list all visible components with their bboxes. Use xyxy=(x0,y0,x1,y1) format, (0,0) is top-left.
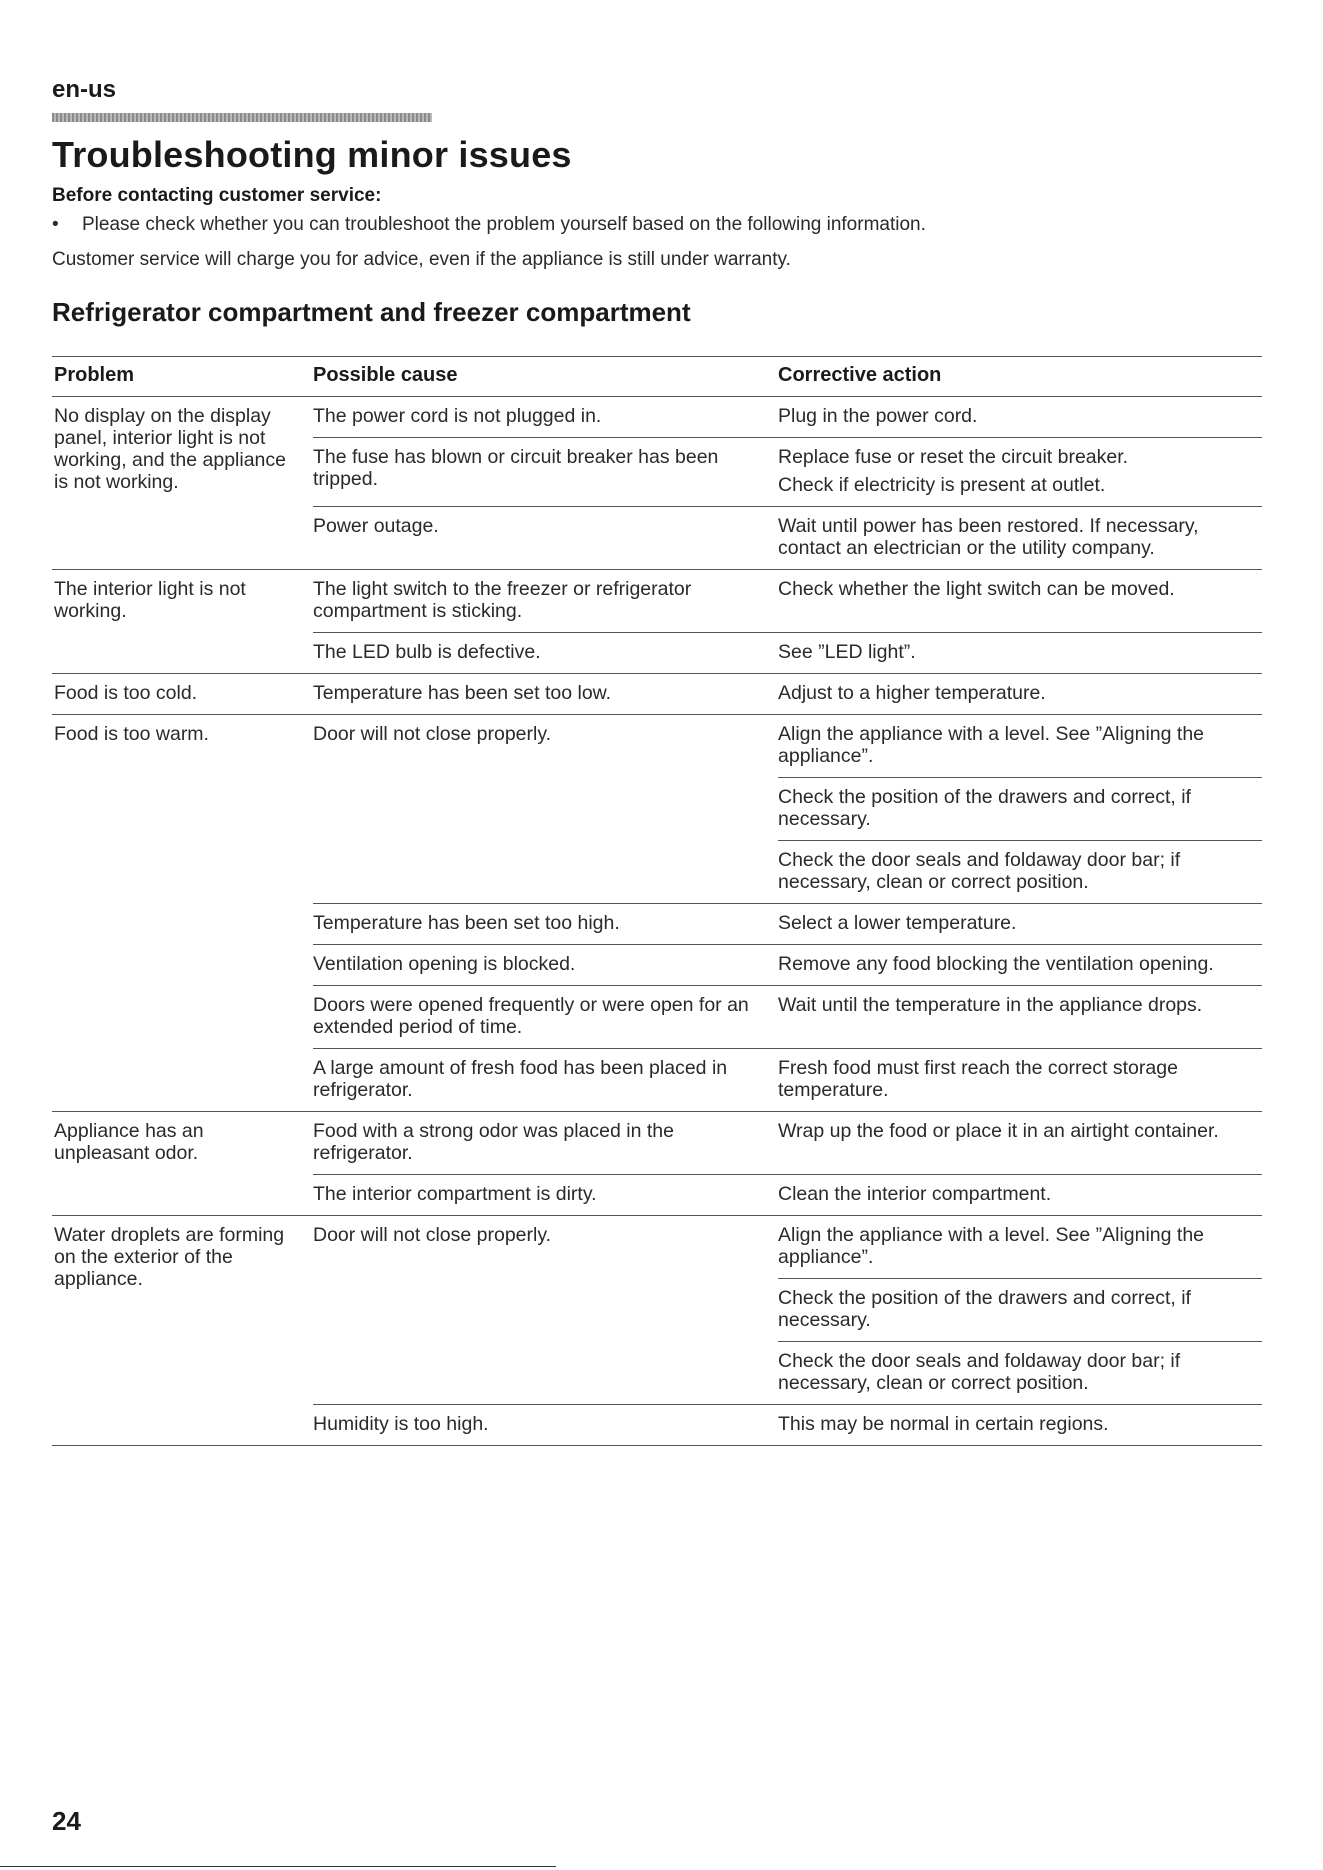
language-code: en-us xyxy=(52,76,117,103)
cause-list xyxy=(313,715,1262,1111)
page-title: Troubleshooting minor issues xyxy=(52,134,572,175)
problem-group xyxy=(52,1112,1262,1216)
cause-cell: The fuse has blown or circuit breaker has been tripped. xyxy=(313,446,719,490)
table-header xyxy=(52,356,1262,397)
problem-cell: Food is too warm. xyxy=(54,723,209,745)
action-list xyxy=(778,674,1262,714)
cause-row xyxy=(313,1216,1262,1404)
cause-row xyxy=(313,944,1262,985)
cause-row xyxy=(313,437,1262,506)
action-cell: Check the door seals and foldaway door bar; if necessary, clean or correct position. xyxy=(778,1341,1262,1404)
action-cell: Check the position of the drawers and correct, if necessary. xyxy=(778,777,1262,840)
cause-cell: Door will not close properly. xyxy=(313,1224,552,1246)
action-cell: Align the appliance with a level. See ”Aligning the appliance”. xyxy=(778,1224,1205,1268)
action-list xyxy=(778,1049,1262,1111)
action-cell: This may be normal in certain regions. xyxy=(778,1413,1109,1435)
action-list xyxy=(778,633,1262,673)
action-list xyxy=(778,715,1262,903)
problem-group xyxy=(52,397,1262,570)
action-cell: Replace fuse or reset the circuit breaker. xyxy=(778,446,1129,468)
cause-row xyxy=(313,632,1262,673)
cause-row xyxy=(313,1174,1262,1215)
intro-bullet-text: Please check whether you can troubleshoot the problem yourself based on the following information. xyxy=(82,214,926,235)
cause-row xyxy=(313,397,1262,437)
action-cell: Clean the interior compartment. xyxy=(778,1183,1052,1205)
troubleshooting-table xyxy=(52,356,1262,1446)
action-cell: Fresh food must first reach the correct storage temperature. xyxy=(778,1057,1178,1101)
action-list xyxy=(778,904,1262,944)
cause-cell: A large amount of fresh food has been placed in refrigerator. xyxy=(313,1057,728,1101)
action-list xyxy=(778,507,1262,569)
cause-list xyxy=(313,570,1262,673)
section-title: Refrigerator compartment and freezer compartment xyxy=(52,297,691,327)
page-number: 24 xyxy=(52,1806,81,1836)
action-cell: Wait until the temperature in the appliance drops. xyxy=(778,994,1203,1016)
action-cell: Wrap up the food or place it in an airtight container. xyxy=(778,1120,1219,1142)
cause-cell: Ventilation opening is blocked. xyxy=(313,953,576,975)
problem-group xyxy=(52,1216,1262,1446)
table-body xyxy=(52,397,1262,1446)
bullet-icon: • xyxy=(52,214,59,235)
action-cell: Align the appliance with a level. See ”Aligning the appliance”. xyxy=(778,723,1205,767)
header-corrective-action: Corrective action xyxy=(778,364,942,386)
action-list xyxy=(778,438,1262,506)
problem-cell: Appliance has an unpleasant odor. xyxy=(54,1120,204,1164)
action-list xyxy=(778,1405,1262,1445)
cause-cell: The LED bulb is defective. xyxy=(313,641,541,663)
problem-cell: Water droplets are forming on the exterior of the appliance. xyxy=(54,1224,285,1290)
cause-cell: Power outage. xyxy=(313,515,439,537)
cause-cell: The power cord is not plugged in. xyxy=(313,405,602,427)
cause-row xyxy=(313,903,1262,944)
cause-cell: Temperature has been set too low. xyxy=(313,682,612,704)
problem-cell: No display on the display panel, interior light is not working, and the appliance is not working. xyxy=(54,405,286,493)
action-list xyxy=(778,1112,1262,1174)
action-list xyxy=(778,945,1262,985)
cause-cell: Temperature has been set too high. xyxy=(313,912,620,934)
action-list xyxy=(778,1216,1262,1404)
cause-cell: The interior compartment is dirty. xyxy=(313,1183,597,1205)
warranty-note: Customer service will charge you for advice, even if the appliance is still under warranty. xyxy=(52,249,791,270)
cause-row xyxy=(313,1112,1262,1174)
cause-list xyxy=(313,1112,1262,1215)
cause-row xyxy=(313,1048,1262,1111)
action-list xyxy=(778,986,1262,1048)
action-cell: Check the position of the drawers and correct, if necessary. xyxy=(778,1278,1262,1341)
action-cell: Select a lower temperature. xyxy=(778,912,1017,934)
action-cell: See ”LED light”. xyxy=(778,641,916,663)
cause-row xyxy=(313,674,1262,714)
action-list xyxy=(778,1175,1262,1215)
cause-list xyxy=(313,397,1262,569)
intro-heading: Before contacting customer service: xyxy=(52,185,382,206)
cause-cell: The light switch to the freezer or refrigerator compartment is sticking. xyxy=(313,578,692,622)
header-possible-cause: Possible cause xyxy=(313,364,458,386)
decorative-bar xyxy=(52,113,432,122)
action-cell: Check whether the light switch can be moved. xyxy=(778,578,1175,600)
cause-row xyxy=(313,570,1262,632)
cause-cell: Humidity is too high. xyxy=(313,1413,489,1435)
action-cell: Check the door seals and foldaway door bar; if necessary, clean or correct position. xyxy=(778,840,1262,903)
problem-group xyxy=(52,715,1262,1112)
cause-cell: Door will not close properly. xyxy=(313,723,552,745)
intro-bullet xyxy=(52,214,926,236)
cause-row xyxy=(313,715,1262,903)
footer-rule xyxy=(0,1866,556,1867)
problem-cell: Food is too cold. xyxy=(54,682,198,704)
action-list xyxy=(778,397,1262,437)
action-cell: Plug in the power cord. xyxy=(778,405,978,427)
cause-list xyxy=(313,674,1262,714)
action-cell: Remove any food blocking the ventilation opening. xyxy=(778,953,1214,975)
cause-row xyxy=(313,1404,1262,1445)
cause-row xyxy=(313,506,1262,569)
problem-group xyxy=(52,674,1262,715)
header-problem: Problem xyxy=(54,364,135,386)
problem-group xyxy=(52,570,1262,674)
action-cell: Wait until power has been restored. If necessary, contact an electrician or the utility company. xyxy=(778,515,1199,559)
cause-list xyxy=(313,1216,1262,1445)
problem-cell: The interior light is not working. xyxy=(54,578,246,622)
cause-row xyxy=(313,985,1262,1048)
cause-cell: Food with a strong odor was placed in the refrigerator. xyxy=(313,1120,674,1164)
cause-cell: Doors were opened frequently or were open for an extended period of time. xyxy=(313,994,749,1038)
action-cell: Adjust to a higher temperature. xyxy=(778,682,1046,704)
action-list xyxy=(778,570,1262,632)
action-cell: Check if electricity is present at outlet. xyxy=(778,474,1106,496)
